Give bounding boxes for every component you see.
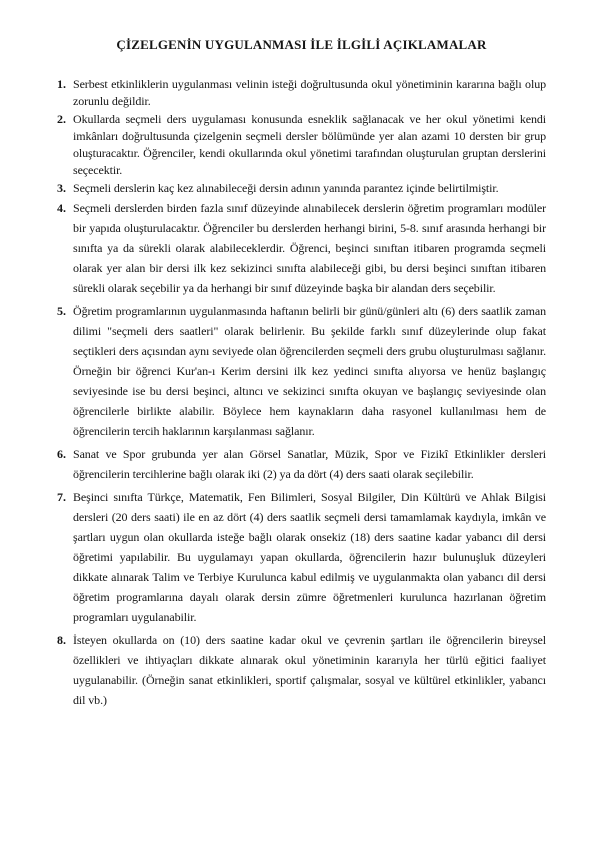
item-number: 7.	[57, 490, 66, 504]
list-item	[57, 111, 546, 179]
list-item	[57, 444, 546, 484]
item-number: 8.	[57, 633, 66, 647]
item-number: 1.	[57, 77, 66, 91]
item-number: 2.	[57, 112, 66, 126]
item-text: Serbest etkinliklerin uygulanması velinin isteği doğrultusunda okul yönetiminin kararına bağlı olup zorunlu değildir.	[73, 77, 546, 108]
item-text: Okullarda seçmeli ders uygulaması konusunda esneklik sağlanacak ve her okul yönetimi kendi imkânları doğrultusunda çizelgenin seçmeli dersler bölümünde yer alan azami 10 dersten bir grup oluşturacaktır. Öğrenciler, kendi okullarında okul yönetimi tarafından oluşturulan gruptan derslerini seçecektir.	[73, 112, 546, 177]
explanations-list	[57, 76, 546, 710]
list-item	[57, 76, 546, 110]
list-item	[57, 630, 546, 710]
list-item	[57, 301, 546, 441]
item-text: Beşinci sınıfta Türkçe, Matematik, Fen Bilimleri, Sosyal Bilgiler, Din Kültürü ve Ahlak Bilgisi dersleri (20 ders saati) ile en az dört (4) ders saatlik seçmeli dersi tamamlamak kaydıyla, imkân ve şartları uygun olan okullarda isteğe bağlı olarak onsekiz (18) ders saatine kadar yabancı dil dersi öğretimi yapılabilir. Bu uygulamayı yapan okullarda, öğrencilerin hazır bulunuşluk düzeyleri dikkate alınarak Talim ve Terbiye Kurulunca kabul edilmiş ve uygulanmakta olan yabancı dil dersi öğretim programlarına dayalı olarak dersin zümre öğretmenleri kurulunca hazırlanan öğretim programları uygulanabilir.	[73, 490, 546, 624]
list-item	[57, 198, 546, 298]
item-text: Seçmeli derslerin kaç kez alınabileceği dersin adının yanında parantez içinde belirtilmiştir.	[73, 181, 499, 195]
item-text: Sanat ve Spor grubunda yer alan Görsel Sanatlar, Müzik, Spor ve Fizikî Etkinlikler dersleri öğrencilerin tercihlerine bağlı olarak iki (2) ya da dört (4) ders saati olarak seçilebilir.	[73, 447, 546, 481]
list-item	[57, 180, 546, 197]
item-text: Seçmeli derslerden birden fazla sınıf düzeyinde alınabilecek derslerin öğretim programları modüler bir yapıda oluşturulacaktır. Öğrenciler bu derslerden herhangi birini, 5-8. sınıf arasında herhangi bir sınıfta ya da sürekli olarak alabileceklerdir. Öğrenci, beşinci sınıftan itibaren programda seçmeli olarak yer alan bir dersi ilk kez sekizinci sınıfta alabileceği gibi, bu dersi beşinci sınıftan itibaren sürekli olarak seçebilir ya da herhangi bir sınıf düzeyinde başka bir alandan ders seçebilir.	[73, 201, 546, 295]
list-item	[57, 487, 546, 627]
item-number: 4.	[57, 201, 66, 215]
item-number: 3.	[57, 181, 66, 195]
page-title: ÇİZELGENİN UYGULANMASI İLE İLGİLİ AÇIKLAMALAR	[116, 37, 487, 52]
item-number: 6.	[57, 447, 66, 461]
item-text: İsteyen okullarda on (10) ders saatine kadar okul ve çevrenin şartları ile öğrencilerin bireysel özellikleri ve ihtiyaçları dikkate alınarak okul yönetiminin kararıyla her türlü eğitici faaliyet uygulanabilir. (Örneğin sanat etkinlikleri, sportif çalışmalar, sosyal ve kültürel etkinlikler, yabancı dil vb.)	[73, 633, 546, 707]
item-number: 5.	[57, 304, 66, 318]
item-text: Öğretim programlarının uygulanmasında haftanın belirli bir günü/günleri altı (6) ders saatlik zaman dilimi "seçmeli ders saatleri" olarak belirlenir. Bu şekilde farklı sınıf düzeylerinde olup fakat seçtikleri ders açısından aynı seviyede olan öğrencilerden seçmeli ders grubu oluşturulması sağlanır. Örneğin bir öğrenci Kur'an-ı Kerim dersini ilk kez yedinci sınıfta alıyorsa ve henüz başlangıç seviyesinde ise bu dersi beşinci, altıncı ve sekizinci sınıfta okuyan ve başlangıç seviyesinde olan öğrencilerle birlikte alabilir. Böylece hem kaynakların daha rasyonel kullanılması hem de öğrencilerin tercih haklarının karşılanması sağlanır.	[73, 304, 546, 438]
